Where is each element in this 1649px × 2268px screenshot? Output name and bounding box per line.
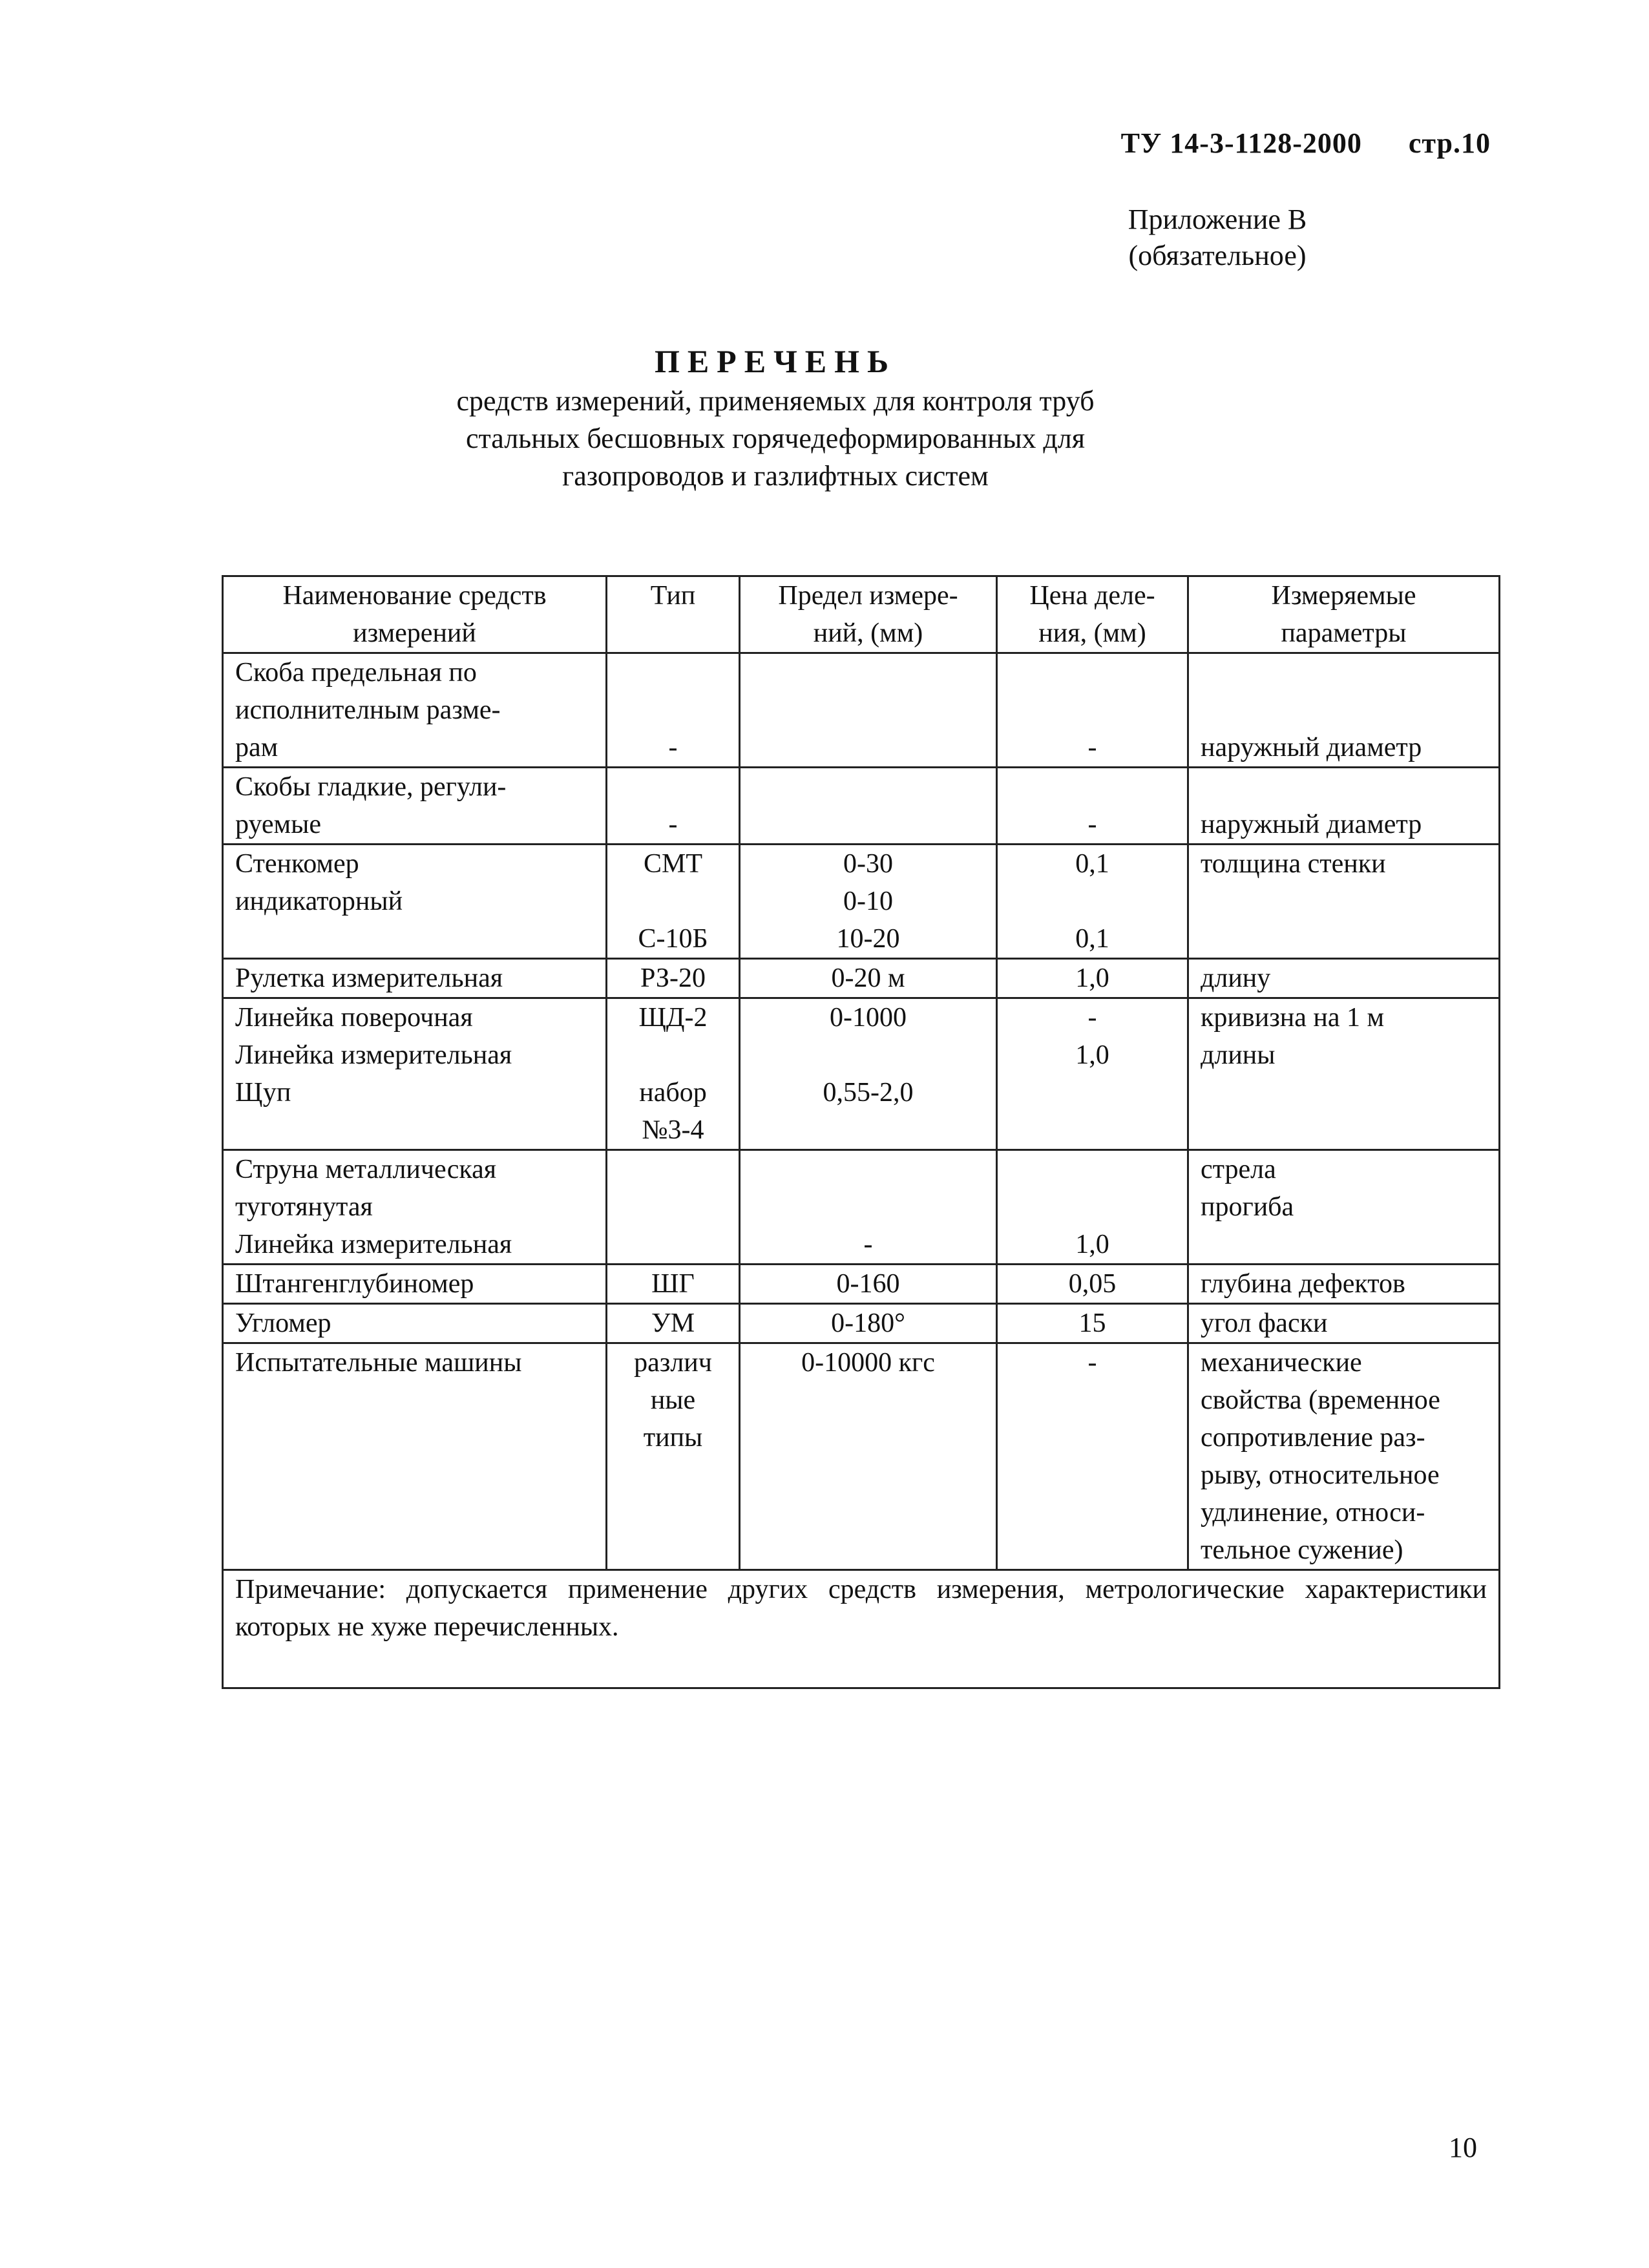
cell-text-line: прогиба [1201, 1192, 1294, 1222]
header-text: параметры [1281, 618, 1407, 648]
cell-measured-parameter [1188, 1343, 1500, 1570]
cell-text-line [1009, 691, 1175, 729]
cell-division [997, 1343, 1188, 1570]
cell-text-line: 0-10000 кгс [801, 1348, 935, 1378]
cell-measure-range [740, 1265, 997, 1304]
cell-measured-parameter [1188, 845, 1500, 959]
cell-text-line [752, 1151, 984, 1188]
cell-text-line: тельное сужение) [1201, 1535, 1403, 1565]
header-text: ний, (мм) [813, 618, 923, 648]
cell-text-line: 0,1 [1075, 849, 1109, 879]
cell-text-line: длины [1201, 1040, 1276, 1070]
cell-text-line [1201, 883, 1487, 920]
cell-text-line [752, 768, 984, 806]
subtitle-line: стальных бесшовных горячедеформированных для [466, 423, 1085, 454]
cell-text-line: 10-20 [836, 924, 900, 954]
cell-text-line [235, 920, 594, 958]
cell-instrument-name [223, 845, 607, 959]
cell-measure-range [740, 653, 997, 768]
header-cell-type [607, 576, 740, 653]
cell-division [997, 1150, 1188, 1265]
cell-instrument-name [223, 1265, 607, 1304]
cell-text-line: сопротивление раз- [1201, 1423, 1425, 1453]
document-title: ПЕРЕЧЕНЬ [654, 343, 897, 379]
cell-text-line: 0-160 [836, 1269, 900, 1299]
cell-division [997, 998, 1188, 1150]
cell-text-line [752, 1188, 984, 1226]
page-number: 10 [1449, 2132, 1477, 2163]
table-row [223, 768, 1500, 845]
cell-text-line [752, 806, 984, 843]
table-row [223, 1150, 1500, 1265]
cell-text-line: стрела [1201, 1155, 1276, 1184]
cell-text-line: 0-20 м [831, 963, 905, 993]
cell-text-line [752, 691, 984, 729]
cell-text-line: Скоба предельная по [235, 658, 477, 688]
cell-measured-parameter [1188, 959, 1500, 998]
appendix-block [1108, 202, 1327, 274]
cell-text-line: набор [639, 1078, 707, 1108]
cell-text-line: Линейка измерительная [235, 1040, 512, 1070]
cell-type [607, 768, 740, 845]
cell-text-line: Угломер [235, 1308, 331, 1338]
table-note: Примечание: допускается применение других средств измерения, метрологические характеристики которых не хуже перечисленных. [223, 1570, 1500, 1688]
cell-measured-parameter [1188, 998, 1500, 1150]
cell-text-line [1201, 768, 1487, 806]
table-note-row [223, 1570, 1500, 1688]
header-cell-division [997, 576, 1188, 653]
header-text: Цена деле- [1029, 581, 1155, 611]
cell-division [997, 768, 1188, 845]
cell-text-line: СМТ [643, 849, 702, 879]
cell-text-line: №3-4 [642, 1115, 704, 1145]
cell-text-line: глубина дефектов [1201, 1269, 1405, 1299]
cell-text-line: руемые [235, 810, 321, 839]
cell-instrument-name [223, 959, 607, 998]
table-row [223, 998, 1500, 1150]
cell-text-line: Струна металлическая [235, 1155, 497, 1184]
table-row [223, 1265, 1500, 1304]
cell-division [997, 1265, 1188, 1304]
cell-measured-parameter [1188, 1265, 1500, 1304]
cell-text-line: 15 [1078, 1308, 1106, 1338]
cell-text-line: 0,55-2,0 [823, 1078, 914, 1108]
table-header-row [223, 576, 1500, 653]
cell-text-line: типы [643, 1423, 703, 1453]
cell-text-line: 0,1 [1075, 924, 1109, 954]
cell-text-line [1201, 920, 1487, 958]
cell-text-line [619, 1226, 727, 1263]
cell-text-line: Линейка поверочная [235, 1003, 473, 1033]
cell-text-line: рыву, относительное [1201, 1460, 1440, 1490]
cell-text-line: ЩД-2 [638, 1003, 708, 1033]
cell-text-line: 1,0 [1075, 963, 1109, 993]
table-row [223, 1343, 1500, 1570]
cell-text-line [1201, 1111, 1487, 1149]
cell-text-line [619, 1188, 727, 1226]
cell-text-line [752, 1036, 984, 1074]
cell-text-line: С-10Б [638, 924, 708, 954]
cell-text-line: наружный диаметр [1201, 810, 1422, 839]
cell-text-line [1009, 1074, 1175, 1111]
cell-text-line: удлинение, относи- [1201, 1498, 1425, 1528]
cell-measure-range [740, 1150, 997, 1265]
cell-text-line: - [668, 733, 678, 762]
cell-text-line: Стенкомер [235, 849, 359, 879]
cell-text-line [619, 1036, 727, 1074]
cell-measure-range [740, 1343, 997, 1570]
cell-text-line: ШГ [651, 1269, 695, 1299]
cell-instrument-name [223, 1304, 607, 1343]
header-cell-name [223, 576, 607, 653]
table-row [223, 1304, 1500, 1343]
cell-text-line [752, 654, 984, 691]
cell-text-line: - [1087, 1348, 1097, 1378]
cell-text-line [1201, 691, 1487, 729]
cell-text-line: - [668, 810, 678, 839]
cell-instrument-name [223, 768, 607, 845]
cell-text-line [619, 1151, 727, 1188]
cell-text-line: Щуп [235, 1078, 291, 1108]
cell-text-line: рам [235, 733, 278, 762]
cell-division [997, 1304, 1188, 1343]
cell-text-line: угол фаски [1201, 1308, 1328, 1338]
cell-text-line: - [1087, 810, 1097, 839]
cell-text-line: Скобы гладкие, регули- [235, 772, 507, 802]
cell-text-line [619, 883, 727, 920]
cell-measured-parameter [1188, 1304, 1500, 1343]
cell-text-line: 0-180° [831, 1308, 905, 1338]
cell-division [997, 653, 1188, 768]
cell-measure-range [740, 845, 997, 959]
cell-division [997, 959, 1188, 998]
cell-measured-parameter [1188, 768, 1500, 845]
cell-text-line [1201, 1074, 1487, 1111]
table-row [223, 959, 1500, 998]
header-text: Тип [650, 581, 696, 611]
cell-type [607, 1150, 740, 1265]
cell-text-line: механические [1201, 1348, 1362, 1378]
header-text: измерений [353, 618, 476, 648]
header-cell-parameters [1188, 576, 1500, 653]
cell-text-line [1201, 654, 1487, 691]
cell-text-line: исполнителным разме- [235, 695, 501, 725]
header-text: Наименование средств [282, 581, 547, 611]
cell-measure-range [740, 998, 997, 1150]
page-header [1121, 127, 1491, 160]
cell-text-line: наружный диаметр [1201, 733, 1422, 762]
cell-type [607, 1304, 740, 1343]
cell-text-line: кривизна на 1 м [1201, 1003, 1385, 1033]
document-subtitle [349, 383, 1202, 495]
cell-text-line [235, 1111, 594, 1149]
cell-measure-range [740, 1304, 997, 1343]
page-label: стр.10 [1408, 127, 1491, 159]
cell-type [607, 1343, 740, 1570]
cell-text-line: толщина стенки [1201, 849, 1386, 879]
cell-text-line [1201, 1226, 1487, 1263]
cell-text-line: УМ [651, 1308, 695, 1338]
cell-text-line: 0-1000 [830, 1003, 907, 1033]
cell-text-line: 1,0 [1075, 1230, 1109, 1259]
cell-type [607, 1265, 740, 1304]
cell-text-line: свойства (временное [1201, 1385, 1440, 1415]
cell-text-line [619, 768, 727, 806]
cell-measured-parameter [1188, 653, 1500, 768]
cell-text-line [1009, 1151, 1175, 1188]
cell-text-line: 1,0 [1075, 1040, 1109, 1070]
cell-text-line: 0-10 [843, 887, 893, 916]
subtitle-line: средств измерений, применяемых для контроля труб [456, 385, 1095, 417]
cell-text-line: Испытательные машины [235, 1348, 522, 1378]
table-row [223, 845, 1500, 959]
cell-text-line: ные [650, 1385, 696, 1415]
cell-text-line: различ [634, 1348, 712, 1378]
cell-type [607, 998, 740, 1150]
cell-text-line: - [1087, 1003, 1097, 1033]
cell-type [607, 845, 740, 959]
cell-instrument-name [223, 1150, 607, 1265]
cell-measure-range [740, 768, 997, 845]
cell-text-line: Штангенглубиномер [235, 1269, 474, 1299]
cell-measured-parameter [1188, 1150, 1500, 1265]
cell-text-line: туготянутая [235, 1192, 373, 1222]
cell-text-line [752, 729, 984, 766]
cell-division [997, 845, 1188, 959]
cell-text-line: 0-30 [843, 849, 893, 879]
header-cell-range [740, 576, 997, 653]
cell-text-line: Рулетка измерительная [235, 963, 503, 993]
measurement-instruments-table [222, 575, 1500, 1689]
document-title-block [349, 342, 1202, 495]
cell-text-line: индикаторный [235, 887, 403, 916]
cell-instrument-name [223, 653, 607, 768]
cell-instrument-name [223, 998, 607, 1150]
cell-text-line [752, 1111, 984, 1149]
cell-text-line: длину [1201, 963, 1271, 993]
cell-instrument-name [223, 1343, 607, 1570]
cell-text-line: - [863, 1230, 873, 1259]
appendix-title: Приложение В [1128, 204, 1307, 235]
cell-text-line [619, 654, 727, 691]
header-text: Измеряемые [1271, 581, 1416, 611]
cell-text-line: - [1087, 733, 1097, 762]
header-text: Предел измере- [778, 581, 958, 611]
cell-text-line [1009, 1111, 1175, 1149]
cell-text-line: Линейка измерительная [235, 1230, 512, 1259]
cell-text-line [1009, 883, 1175, 920]
cell-measure-range [740, 959, 997, 998]
cell-text-line [619, 691, 727, 729]
cell-text-line [1009, 654, 1175, 691]
header-text: ния, (мм) [1038, 618, 1146, 648]
cell-text-line [1009, 1188, 1175, 1226]
subtitle-line: газопроводов и газлифтных систем [562, 460, 989, 492]
cell-type [607, 653, 740, 768]
document-code: ТУ 14-3-1128-2000 [1120, 127, 1362, 159]
appendix-status: (обязательное) [1128, 240, 1307, 271]
cell-text-line [1009, 768, 1175, 806]
cell-text-line: 0,05 [1068, 1269, 1117, 1299]
cell-type [607, 959, 740, 998]
cell-text-line: РЗ-20 [640, 963, 706, 993]
table-row [223, 653, 1500, 768]
